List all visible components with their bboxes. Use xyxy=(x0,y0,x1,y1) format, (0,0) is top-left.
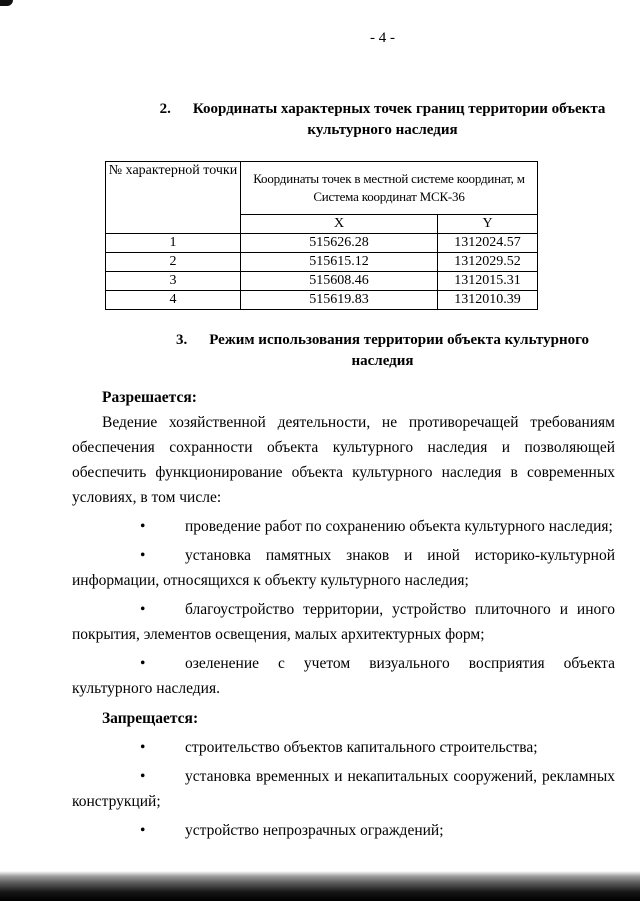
list-item xyxy=(72,735,615,760)
list-item-text: устройство непрозрачных ограждений; xyxy=(185,822,444,839)
list-item xyxy=(72,651,615,701)
bullet-marker: • xyxy=(140,518,146,535)
page-content xyxy=(72,30,615,843)
list-item xyxy=(72,764,615,814)
table-header-coords xyxy=(241,162,538,215)
point-number-cell: 3 xyxy=(106,272,241,291)
bullet-marker: • xyxy=(140,547,146,564)
x-coordinate-cell: 515626.28 xyxy=(241,234,438,253)
coordinates-table xyxy=(105,161,538,310)
table-row xyxy=(106,253,538,272)
table-header-point-number: № характерной точки xyxy=(106,162,241,234)
bullet-marker: • xyxy=(140,739,146,756)
permitted-label: Разрешается: xyxy=(102,389,197,406)
y-coordinate-cell: 1312029.52 xyxy=(438,253,538,272)
list-item xyxy=(72,818,615,843)
list-item-text: проведение работ по сохранению объекта культурного наследия; xyxy=(185,518,613,535)
y-coordinate-cell: 1312015.31 xyxy=(438,272,538,291)
list-item xyxy=(72,514,615,539)
list-item-text: озеленение с учетом визуального восприятия объекта культурного наследия. xyxy=(72,655,615,697)
y-coordinate-cell: 1312010.39 xyxy=(438,291,538,310)
bullet-marker: • xyxy=(140,768,146,785)
x-coordinate-cell: 515619.83 xyxy=(241,291,438,310)
table-row xyxy=(106,291,538,310)
coords-header-line1: Координаты точек в местной системе координат, м xyxy=(253,171,525,186)
y-coordinate-cell: 1312024.57 xyxy=(438,234,538,253)
list-item xyxy=(72,543,615,593)
table-header-y: Y xyxy=(438,215,538,234)
prohibited-label: Запрещается: xyxy=(102,710,199,727)
table-row xyxy=(106,234,538,253)
bullet-marker: • xyxy=(140,822,146,839)
table-header-x: X xyxy=(241,215,438,234)
bullet-marker: • xyxy=(140,655,146,672)
section2-heading xyxy=(150,99,615,141)
section3-title: Режим использования территории объекта культурного наследия xyxy=(209,332,590,369)
section2-title: Координаты характерных точек границ территории объекта культурного наследия xyxy=(192,101,606,138)
table-header-row xyxy=(106,162,538,215)
table-row xyxy=(106,272,538,291)
permitted-intro: Ведение хозяйственной деятельности, не противоречащей требованиям обеспечения сохранности объекта культурного наследия и позволяющей обеспечить функционирование объекта культурного наследия в современных условиях, в том числе: xyxy=(72,414,615,506)
point-number-cell: 4 xyxy=(106,291,241,310)
list-item xyxy=(72,597,615,647)
coords-header-line2: Система координат МСК-36 xyxy=(313,189,465,204)
scan-artifact-corner xyxy=(0,0,13,6)
list-item-text: строительство объектов капитального строительства; xyxy=(185,739,538,756)
section3-number: 3. xyxy=(175,332,188,348)
x-coordinate-cell: 515608.46 xyxy=(241,272,438,291)
page-number: - 4 - xyxy=(370,30,395,46)
section3-heading xyxy=(150,330,615,372)
list-item-text: благоустройство территории, устройство плиточного и иного покрытия, элементов освещения, малых архитектурных форм; xyxy=(72,601,615,643)
list-item-text: установка памятных знаков и иной историко-культурной информации, относящихся к объекту культурного наследия; xyxy=(72,547,615,589)
bullet-marker: • xyxy=(140,601,146,618)
list-item-text: установка временных и некапитальных сооружений, рекламных конструкций; xyxy=(72,768,615,810)
scan-artifact-bottom xyxy=(0,871,640,901)
x-coordinate-cell: 515615.12 xyxy=(241,253,438,272)
section2-number: 2. xyxy=(159,101,171,117)
point-number-cell: 2 xyxy=(106,253,241,272)
point-number-cell: 1 xyxy=(106,234,241,253)
